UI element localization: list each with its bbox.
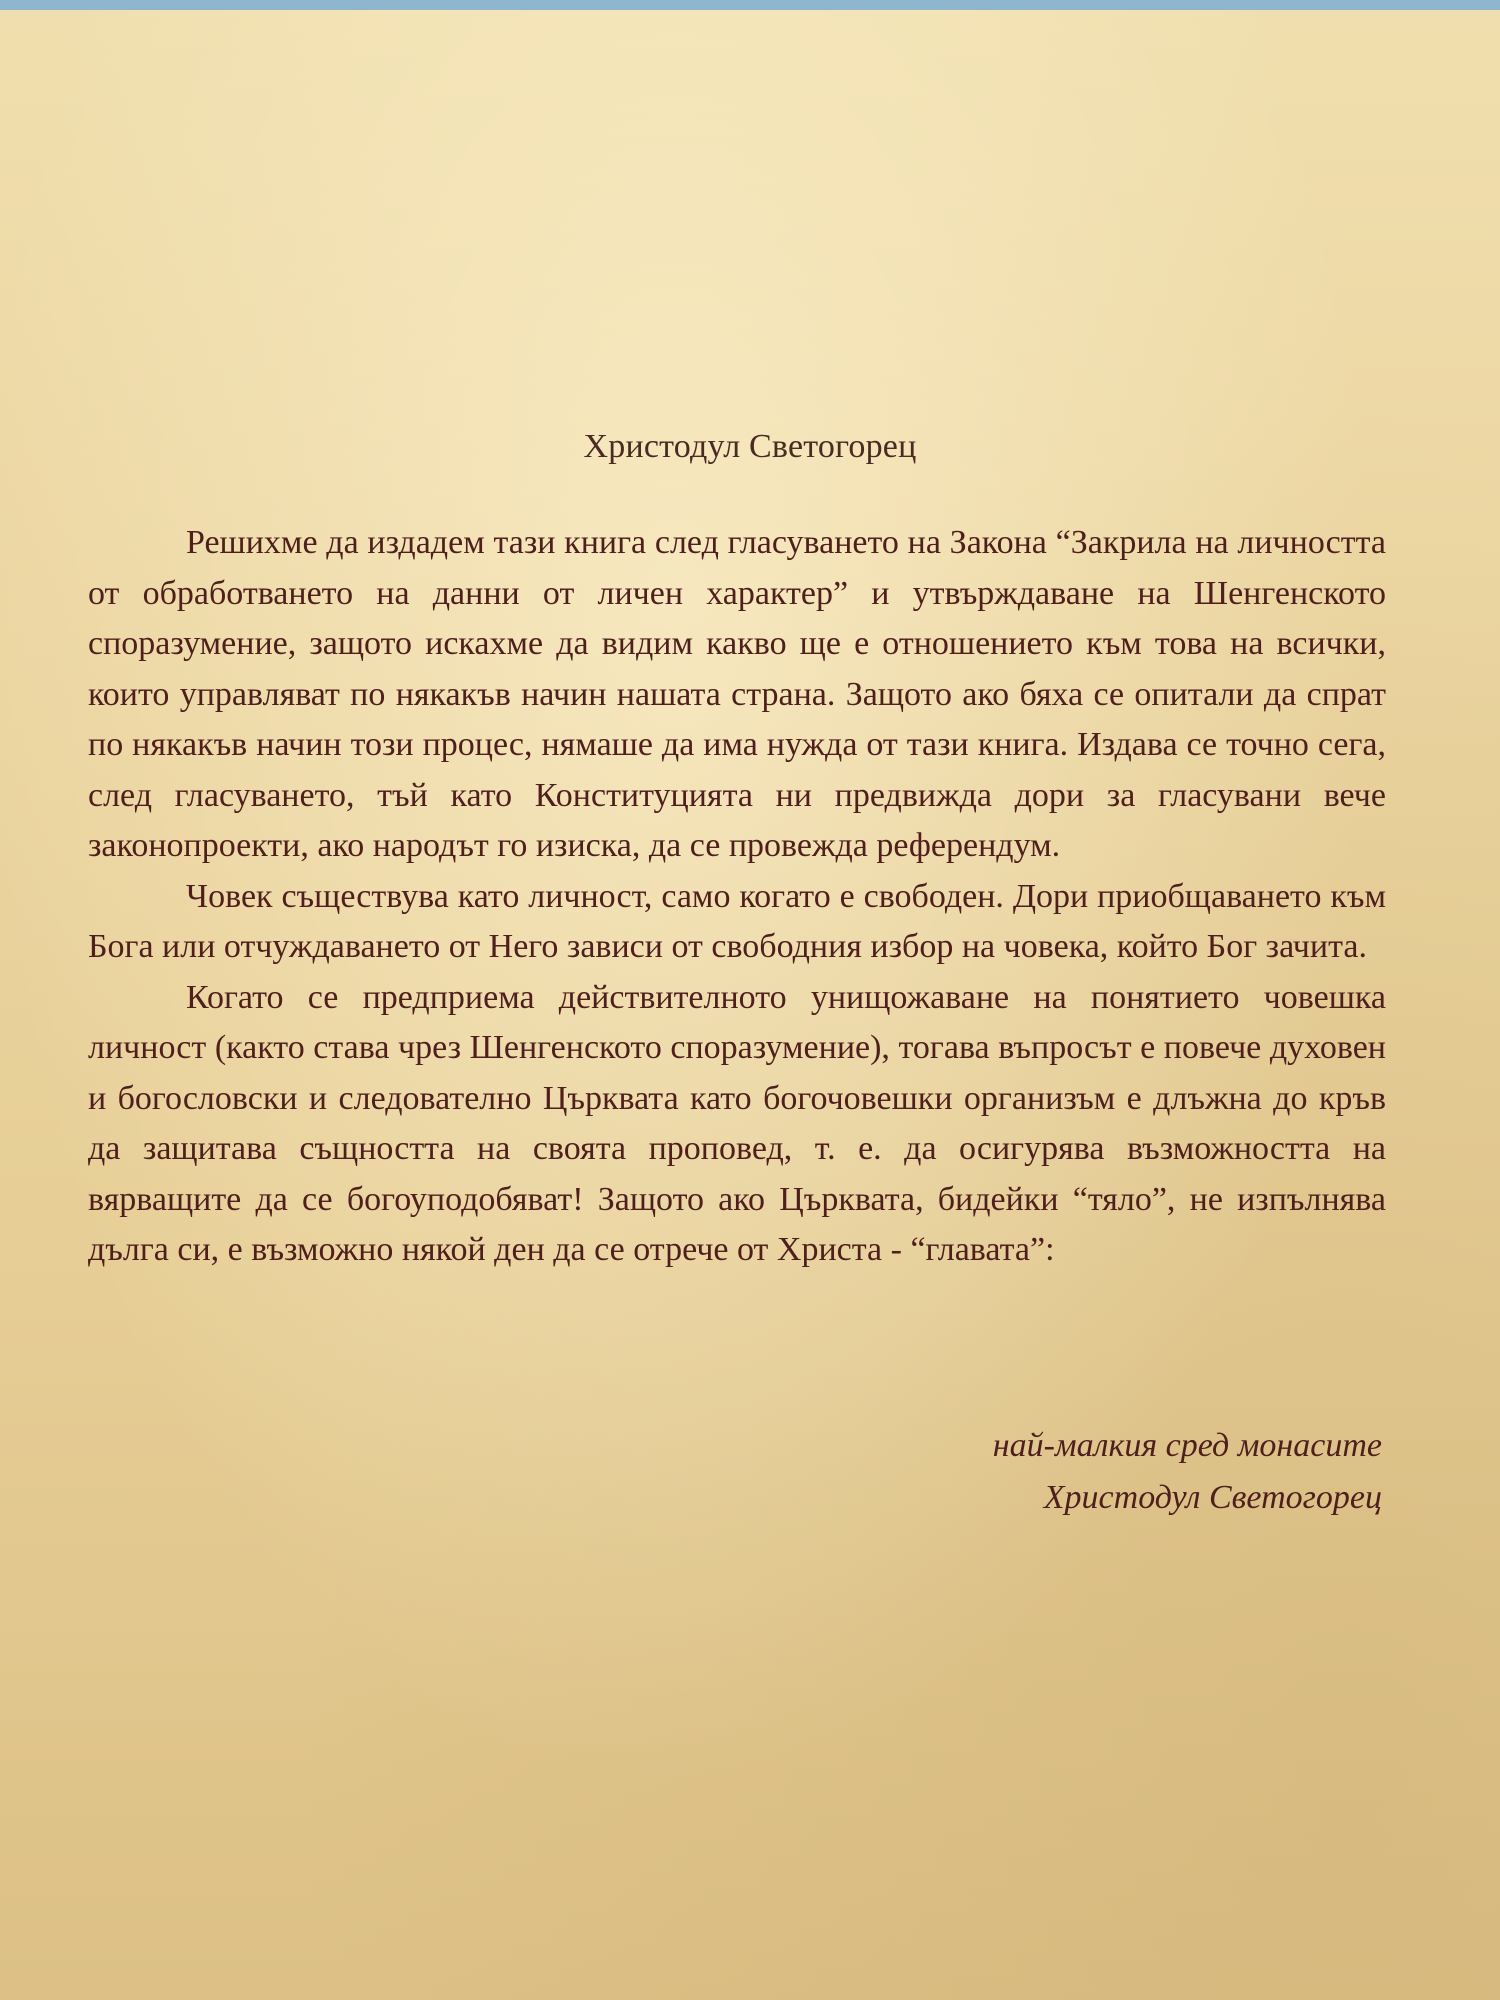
paragraph-3: Когато се предприема действителното унищожаване на понятието човешка личност (както става чрез Шенгенското споразумение), тогава въпросът е повече духовен и богословски и следователно Църквата като богочовешки организъм е длъжна до кръв да защитава същността на своята проповед, т. е. да осигурява възможността на вярващите да се богоуподобяват! Защото ако Църквата, бидейки “тяло”, не изпълнява дълга си, е възможно някой ден да се отрече от Христа - “главата”: (88, 978, 1386, 1268)
signature-line-1: най-малкия сред монасите (992, 1427, 1382, 1464)
paragraph-2: Човек съществува като личност, само когато е свободен. Дори приобщаването към Бога или отчуждаването от Него зависи от свободния избор на човека, който Бог зачита. (88, 877, 1386, 965)
body-text (88, 518, 1386, 1276)
signature-line-2: Христодул Светогорец (1043, 1479, 1382, 1516)
page-heading: Христодул Светогорец (583, 428, 917, 465)
background-surface-strip (0, 0, 1500, 10)
book-page (0, 10, 1500, 2000)
paragraph-1: Решихме да издадем тази книга след гласуването на Закона “Закрила на личността от обработването на данни от личен характер” и утвърждаване на Шенгенското споразумение, защото искахме да видим какво ще е отношението към това на всички, които управляват по някакъв начин нашата страна. Защото ако бяха се опитали да спрат по някакъв начин този процес, нямаше да има нужда от тази книга. Издава се точно сега, след гласуването, тъй като Конституцията ни предвижда дори за гласувани вече законопроекти, ако народът го изиска, да се провежда референдум. (88, 524, 1386, 864)
signature-block (993, 1420, 1382, 1524)
